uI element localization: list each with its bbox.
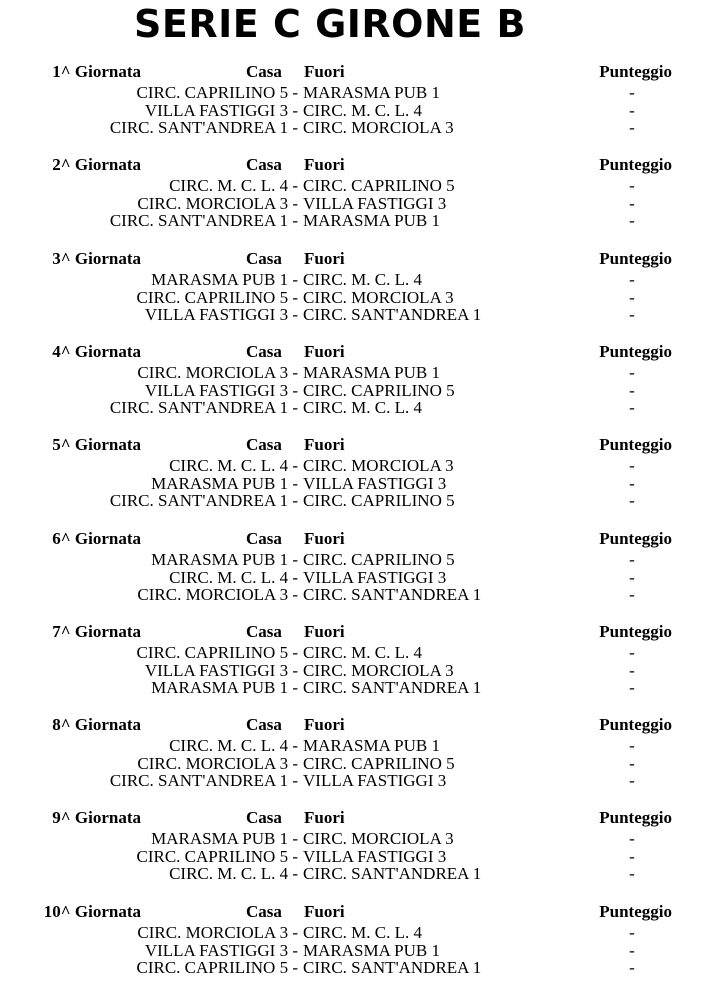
header-fuori: Fuori [304,155,345,174]
header-punteggio: Punteggio [599,715,672,734]
home-team: CIRC. MORCIOLA 3 - [137,753,298,773]
home-team: CIRC. CAPRILINO 5 - [136,287,298,307]
home-team: MARASMA PUB 1 - [151,473,298,493]
away-team: CIRC. SANT'ANDREA 1 [303,958,482,977]
match-score: - [629,363,635,382]
match-row [0,551,706,569]
home-team: CIRC. SANT'ANDREA 1 - [109,118,298,137]
match-score: - [629,118,635,137]
match-row [0,102,706,120]
header-casa: Casa [246,529,282,548]
home-team: CIRC. MORCIOLA 3 - [137,363,298,382]
match-score: - [629,305,635,324]
round-label: 6^ Giornata [52,529,141,548]
match-score: - [629,771,635,790]
match-row [0,586,706,604]
away-team: VILLA FASTIGGI 3 [303,473,447,493]
home-team: CIRC. M. C. L. 4 - [169,567,298,587]
match-score: - [629,456,635,475]
match-row [0,679,706,697]
header-casa: Casa [246,435,282,454]
match-row [0,959,706,977]
match-row [0,737,706,755]
match-score: - [629,211,635,230]
away-team: MARASMA PUB 1 [303,83,440,102]
header-punteggio: Punteggio [599,155,672,174]
header-fuori: Fuori [304,435,345,454]
match-row [0,942,706,960]
header-punteggio: Punteggio [599,249,672,268]
header-punteggio: Punteggio [599,808,672,827]
round-block [0,808,706,898]
home-team: CIRC. MORCIOLA 3 - [137,923,298,942]
header-punteggio: Punteggio [599,529,672,548]
header-casa: Casa [246,902,282,921]
header-punteggio: Punteggio [599,342,672,361]
away-team: VILLA FASTIGGI 3 [303,771,447,790]
round-label: 9^ Giornata [52,808,141,827]
away-team: MARASMA PUB 1 [303,211,440,230]
match-score: - [629,660,635,680]
match-score: - [629,176,635,195]
match-score: - [629,380,635,400]
match-row [0,399,706,417]
home-team: VILLA FASTIGGI 3 - [144,380,298,400]
match-score: - [629,567,635,587]
match-row [0,84,706,102]
header-casa: Casa [246,249,282,268]
away-team: VILLA FASTIGGI 3 [303,193,447,213]
match-score: - [629,958,635,977]
match-row [0,364,706,382]
round-block [0,155,706,245]
header-fuori: Fuori [304,808,345,827]
home-team: CIRC. MORCIOLA 3 - [137,193,298,213]
match-score: - [629,940,635,960]
away-team: CIRC. MORCIOLA 3 [303,456,454,475]
match-row [0,195,706,213]
match-score: - [629,193,635,213]
round-block [0,435,706,525]
page-title: SERIE C GIRONE B [134,2,526,46]
match-row [0,772,706,790]
match-row [0,306,706,324]
round-label: 7^ Giornata [52,622,141,641]
round-label: 1^ Giornata [52,62,141,81]
away-team: CIRC. CAPRILINO 5 [303,380,455,400]
header-casa: Casa [246,715,282,734]
header-fuori: Fuori [304,715,345,734]
home-team: CIRC. M. C. L. 4 - [169,736,298,755]
away-team: MARASMA PUB 1 [303,940,440,960]
home-team: MARASMA PUB 1 - [151,678,298,697]
home-team: VILLA FASTIGGI 3 - [144,940,298,960]
round-block [0,529,706,619]
match-score: - [629,398,635,417]
match-row [0,475,706,493]
match-score: - [629,829,635,848]
home-team: CIRC. SANT'ANDREA 1 - [109,398,298,417]
away-team: CIRC. M. C. L. 4 [303,923,423,942]
header-fuori: Fuori [304,62,345,81]
header-punteggio: Punteggio [599,902,672,921]
round-label: 3^ Giornata [52,249,141,268]
match-score: - [629,100,635,120]
away-team: CIRC. MORCIOLA 3 [303,287,454,307]
away-team: CIRC. M. C. L. 4 [303,270,423,289]
header-casa: Casa [246,808,282,827]
home-team: CIRC. M. C. L. 4 - [169,176,298,195]
home-team: MARASMA PUB 1 - [151,550,298,569]
header-fuori: Fuori [304,622,345,641]
away-team: CIRC. CAPRILINO 5 [303,491,455,510]
header-casa: Casa [246,342,282,361]
home-team: VILLA FASTIGGI 3 - [144,100,298,120]
home-team: VILLA FASTIGGI 3 - [144,305,298,324]
match-score: - [629,643,635,662]
away-team: VILLA FASTIGGI 3 [303,846,447,866]
header-casa: Casa [246,622,282,641]
header-casa: Casa [246,62,282,81]
match-row [0,830,706,848]
away-team: CIRC. MORCIOLA 3 [303,118,454,137]
round-block [0,249,706,339]
away-team: CIRC. CAPRILINO 5 [303,550,455,569]
away-team: MARASMA PUB 1 [303,363,440,382]
round-block [0,342,706,432]
home-team: MARASMA PUB 1 - [151,270,298,289]
match-row [0,644,706,662]
round-label: 5^ Giornata [52,435,141,454]
header-fuori: Fuori [304,529,345,548]
match-score: - [629,736,635,755]
match-score: - [629,678,635,697]
match-score: - [629,550,635,569]
header-casa: Casa [246,155,282,174]
home-team: CIRC. M. C. L. 4 - [169,456,298,475]
match-row [0,662,706,680]
away-team: CIRC. MORCIOLA 3 [303,660,454,680]
home-team: CIRC. CAPRILINO 5 - [136,643,298,662]
round-label: 10^ Giornata [43,902,141,921]
match-row [0,755,706,773]
home-team: MARASMA PUB 1 - [151,829,298,848]
match-score: - [629,270,635,289]
round-label: 4^ Giornata [52,342,141,361]
round-block [0,622,706,712]
match-score: - [629,585,635,604]
away-team: MARASMA PUB 1 [303,736,440,755]
round-label: 2^ Giornata [52,155,141,174]
match-score: - [629,864,635,883]
away-team: CIRC. CAPRILINO 5 [303,176,455,195]
home-team: CIRC. SANT'ANDREA 1 - [109,771,298,790]
match-score: - [629,83,635,102]
away-team: CIRC. M. C. L. 4 [303,643,423,662]
away-team: CIRC. M. C. L. 4 [303,100,423,120]
match-row [0,177,706,195]
match-row [0,924,706,942]
header-punteggio: Punteggio [599,435,672,454]
match-row [0,119,706,137]
round-label: 8^ Giornata [52,715,141,734]
home-team: CIRC. M. C. L. 4 - [169,864,298,883]
away-team: CIRC. SANT'ANDREA 1 [303,864,482,883]
home-team: CIRC. CAPRILINO 5 - [136,846,298,866]
match-row [0,865,706,883]
away-team: CIRC. SANT'ANDREA 1 [303,305,482,324]
header-punteggio: Punteggio [599,62,672,81]
match-score: - [629,846,635,866]
match-row [0,382,706,400]
away-team: CIRC. MORCIOLA 3 [303,829,454,848]
header-fuori: Fuori [304,342,345,361]
round-block [0,715,706,805]
match-row [0,569,706,587]
match-score: - [629,473,635,493]
match-row [0,848,706,866]
away-team: CIRC. SANT'ANDREA 1 [303,585,482,604]
round-block [0,62,706,152]
home-team: CIRC. CAPRILINO 5 - [136,83,298,102]
home-team: CIRC. SANT'ANDREA 1 - [109,491,298,510]
home-team: CIRC. SANT'ANDREA 1 - [109,211,298,230]
away-team: CIRC. M. C. L. 4 [303,398,423,417]
away-team: VILLA FASTIGGI 3 [303,567,447,587]
away-team: CIRC. CAPRILINO 5 [303,753,455,773]
match-row [0,492,706,510]
home-team: CIRC. CAPRILINO 5 - [136,958,298,977]
home-team: CIRC. MORCIOLA 3 - [137,585,298,604]
away-team: CIRC. SANT'ANDREA 1 [303,678,482,697]
match-row [0,289,706,307]
match-score: - [629,753,635,773]
header-punteggio: Punteggio [599,622,672,641]
round-block [0,902,706,992]
home-team: VILLA FASTIGGI 3 - [144,660,298,680]
header-fuori: Fuori [304,249,345,268]
match-score: - [629,287,635,307]
header-fuori: Fuori [304,902,345,921]
match-row [0,271,706,289]
match-score: - [629,491,635,510]
match-row [0,212,706,230]
match-row [0,457,706,475]
match-score: - [629,923,635,942]
